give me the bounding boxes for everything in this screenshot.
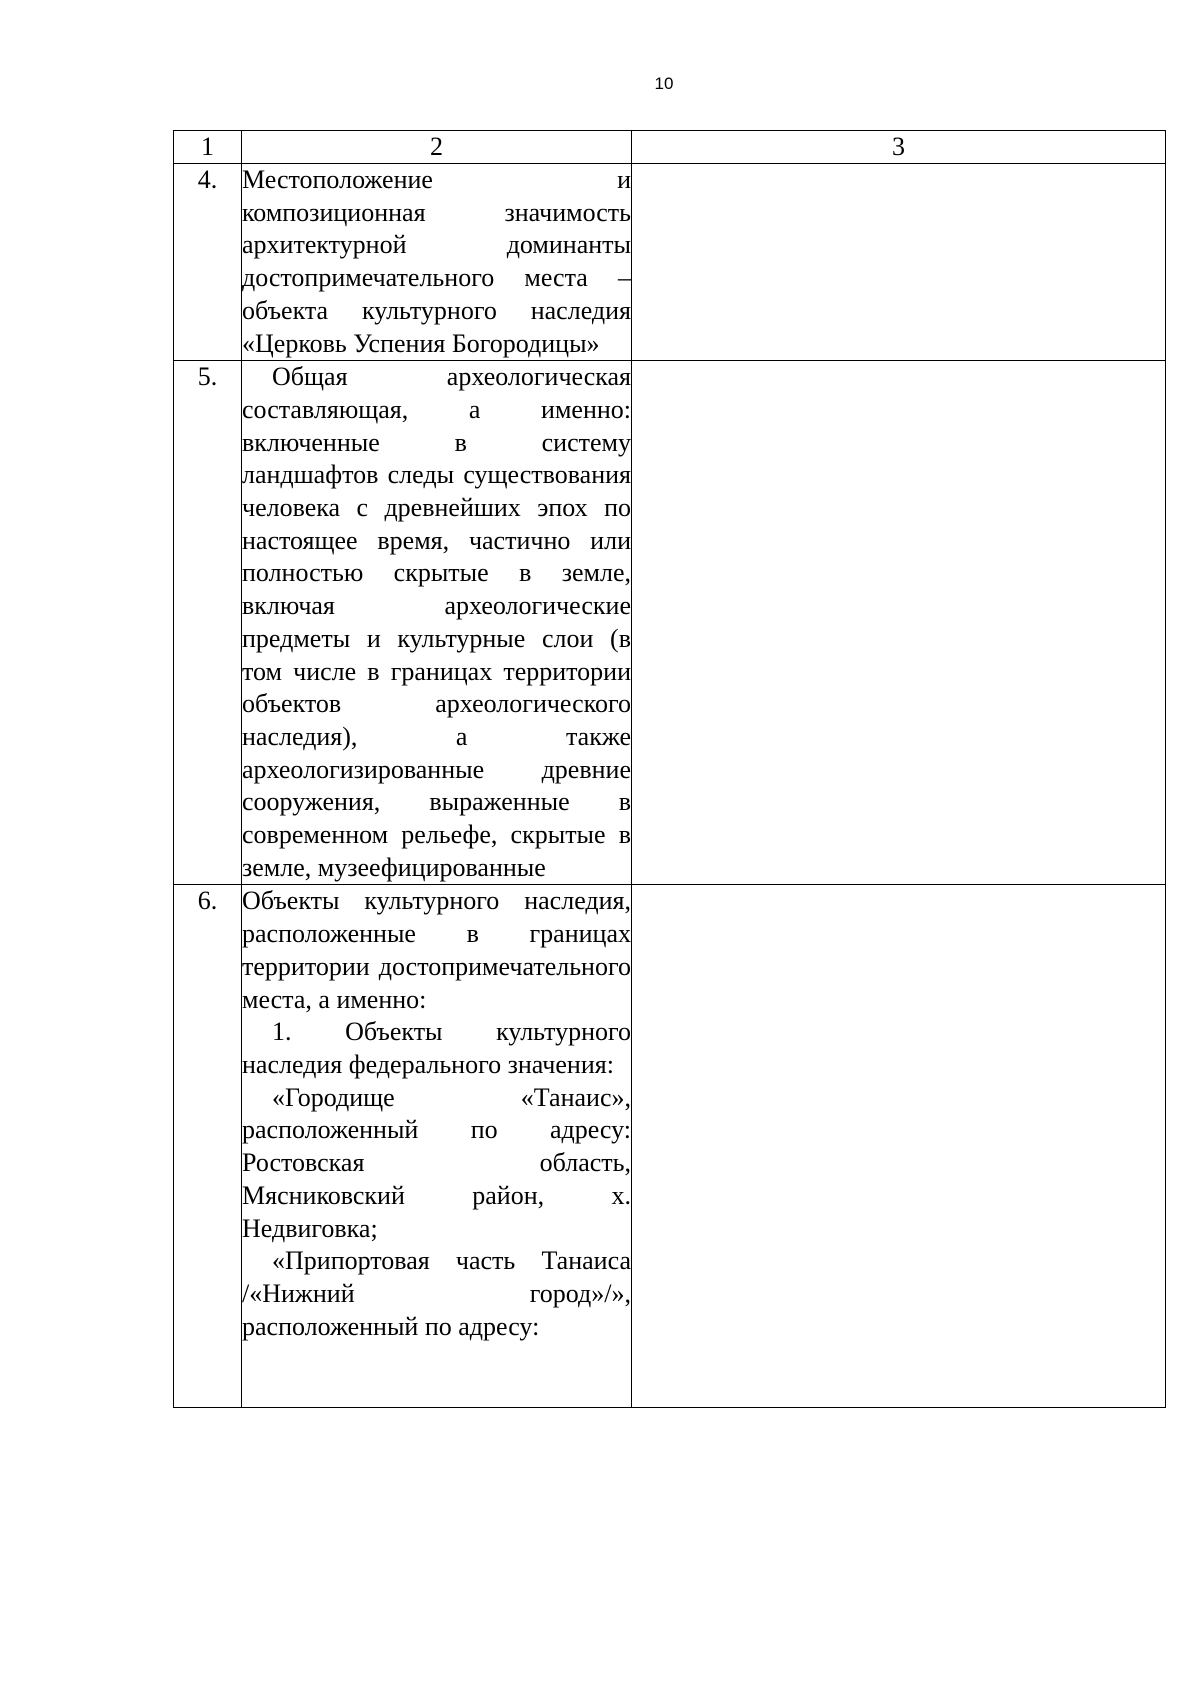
paragraph: «Припортовая часть Танаиса /«Нижний город»/», расположенный по адресу: xyxy=(242,1246,631,1341)
row-description xyxy=(242,885,632,1408)
table-row xyxy=(174,885,1166,1408)
paragraph: Общая археологическая составляющая, а именно: включенные в систему ландшафтов следы существования человека с древнейших эпох по настоящее время, частично или полностью скрытые в земле, включая археологические предметы и культурные слои (в том числе в границах территории объектов археологического наследия), а также археологизированные древние сооружения, выраженные в современном рельефе, скрытые в земле, музеефицированные xyxy=(242,362,631,882)
paragraph: «Городище «Танаис», расположенный по адресу: Ростовская область, Мясниковский район, х. Недвиговка; xyxy=(242,1082,631,1243)
table-row xyxy=(174,361,1166,885)
paragraph: 1. Объекты культурного наследия федерального значения: xyxy=(242,1017,631,1079)
row-number: 5. xyxy=(174,361,242,885)
row-value xyxy=(632,164,1166,361)
column-header-2: 2 xyxy=(242,131,632,164)
row-description xyxy=(242,164,632,361)
row-number: 4. xyxy=(174,164,242,361)
column-header-3: 3 xyxy=(632,131,1166,164)
table-header-row xyxy=(174,131,1166,164)
row-description xyxy=(242,361,632,885)
paragraph: Объекты культурного наследия, расположенные в границах территории достопримечательного места, а именно: xyxy=(242,886,631,1014)
document-table xyxy=(173,130,1166,1408)
column-header-1: 1 xyxy=(174,131,242,164)
row-number: 6. xyxy=(174,885,242,1408)
table-row xyxy=(174,164,1166,361)
paragraph: Местоположение и композиционная значимость архитектурной доминанты достопримечательного места – объекта культурного наследия «Церковь Успения Богородицы» xyxy=(242,165,631,358)
page-number: 10 xyxy=(654,74,674,93)
row-value xyxy=(632,885,1166,1408)
row-value xyxy=(632,361,1166,885)
